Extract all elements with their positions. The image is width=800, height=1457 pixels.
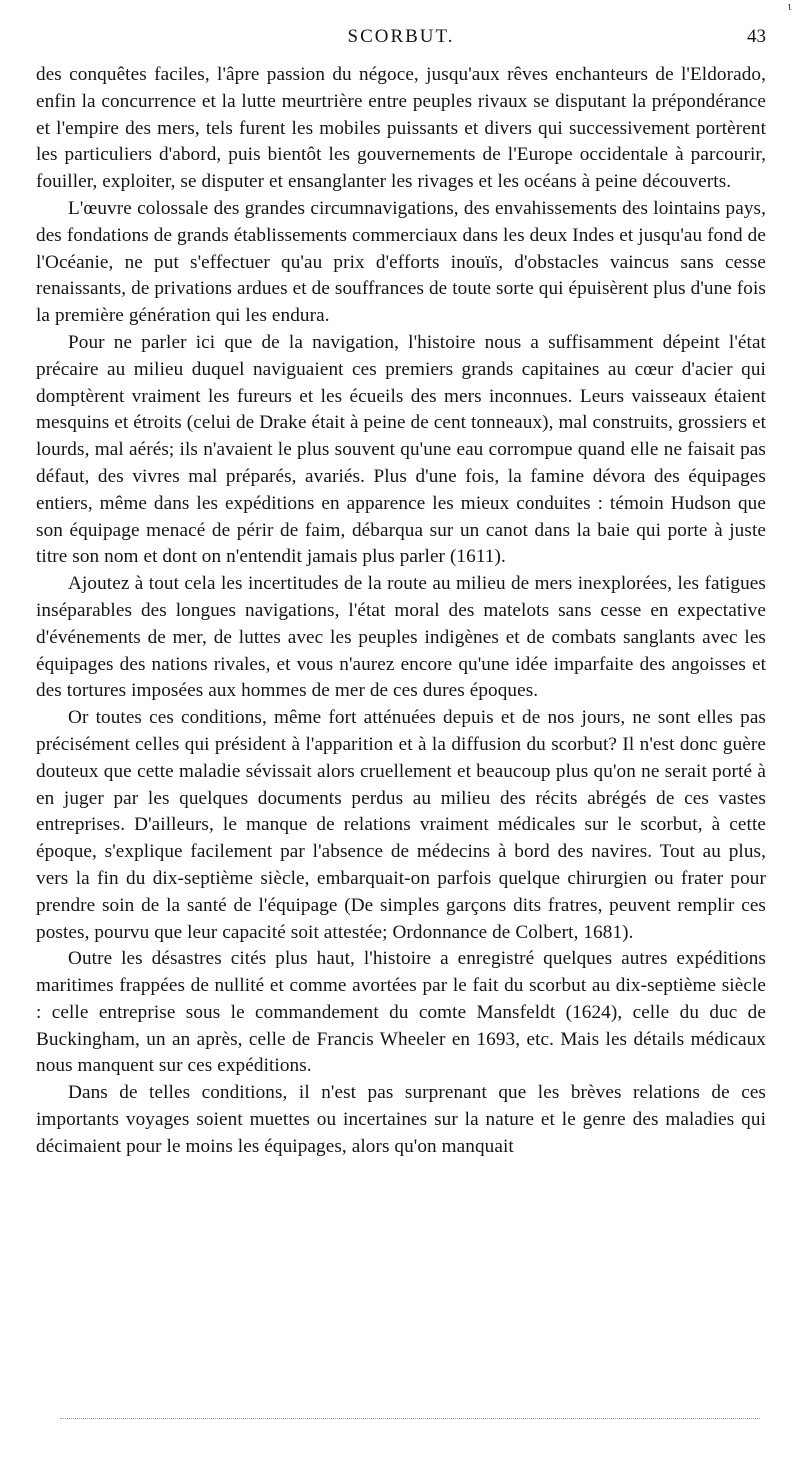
running-title: SCORBUT. [347,26,455,47]
bottom-dotted-rule [60,1418,760,1419]
paragraph-2: L'œuvre colossale des grandes circumnavigations, des envahissements des lointains pays, des fondations de grands établissements commerciaux dans les deux Indes et jusqu'au fond de l'Océanie, ne put s'effectuer qu'au prix d'efforts inouïs, d'obstacles vaincus sans cesse renaissants, de privations ardues et de souffrances de toute sorte qui épuisèrent plus d'une fois la première génération qui les endura. [36,197,766,327]
page-number: 43 [747,26,766,47]
paragraph-1: des conquêtes faciles, l'âpre passion du négoce, jusqu'aux rêves enchanteurs de l'Eldorado, enfin la concurrence et la lutte meurtrière entre peuples rivaux se disputant la prépondérance et l'empire des mers, tels furent les mobiles puissants et divers qui successivement portèrent les particuliers d'abord, puis bientôt les gouvernements de l'Europe occidentale à parcourir, fouiller, exploiter, se disputer et ensanglanter les rivages et les océans à peine découverts. [36,64,766,193]
body-text [36,62,766,1161]
paragraph-6: Outre les désastres cités plus haut, l'histoire a enregistré quelques autres expéditions maritimes frappées de nullité et comme avortées par le fait du scorbut au dix-septième siècle : celle entreprise sous le commandement du comte Mansfeldt (1624), celle du duc de Buckingham, un an après, celle de Francis Wheeler en 1693, etc. Mais les détails médicaux nous manquent sur ces expéditions. [36,948,766,1077]
paragraph-5: Or toutes ces conditions, même fort atténuées depuis et de nos jours, ne sont elles pas précisément celles qui président à l'apparition et à la diffusion du scorbut? Il n'est donc guère douteux que cette maladie sévissait alors cruellement et beaucoup plus qu'on ne serait porté à en juger par les quelques documents perdus au milieu des récits abrégés de ces vastes entreprises. D'ailleurs, le manque de relations vraiment médicales sur le scorbut, à cette époque, s'explique facilement par l'absence de médecins à bord des navires. Tout au plus, vers la fin du dix-septième siècle, embarquait-on parfois quelque chirurgien ou frater pour prendre soin de la santé de l'équipage (De simples garçons dits fratres, peuvent remplir ces postes, pourvu que leur capacité soit attestée; Ordonnance de Colbert, 1681). [36,707,766,943]
paragraph-4: Ajoutez à tout cela les incertitudes de la route au milieu de mers inexplorées, les fatigues inséparables des longues navigations, l'état moral des matelots sans cesse en expectative d'événements de mer, de luttes avec les peuples indigènes et de combats sanglants avec les équipages des nations rivales, et vous n'aurez encore qu'une idée imparfaite des angoisses et des tortures imposées aux hommes de mer de ces dures époques. [36,573,766,702]
corner-mark: ι [787,0,792,13]
paragraph-7: Dans de telles conditions, il n'est pas surprenant que les brèves relations de ces importants voyages soient muettes ou incertaines sur la nature et le genre des maladies qui décimaient pour le moins les équipages, alors qu'on manquait [36,1082,766,1157]
running-header [36,26,766,56]
paragraph-3: Pour ne parler ici que de la navigation, l'histoire nous a suffisamment dépeint l'état précaire au milieu duquel naviguaient ces premiers grands capitaines au cœur d'acier qui domptèrent vraiment les fureurs et les écueils des mers inconnues. Leurs vaisseaux étaient mesquins et étroits (celui de Drake était à peine de cent tonneaux), mal construits, grossiers et lourds, mal aérés; ils n'avaient le plus souvent qu'une eau corrompue quand elle ne faisait pas défaut, des vivres mal préparés, avariés. Plus d'une fois, la famine dévora des équipages entiers, même dans les expéditions en apparence les mieux conduites : témoin Hudson que son équipage menacé de périr de faim, débarqua sur un canot dans la baie qui porte à juste titre son nom et dont on n'entendit jamais plus parler (1611). [36,331,766,568]
